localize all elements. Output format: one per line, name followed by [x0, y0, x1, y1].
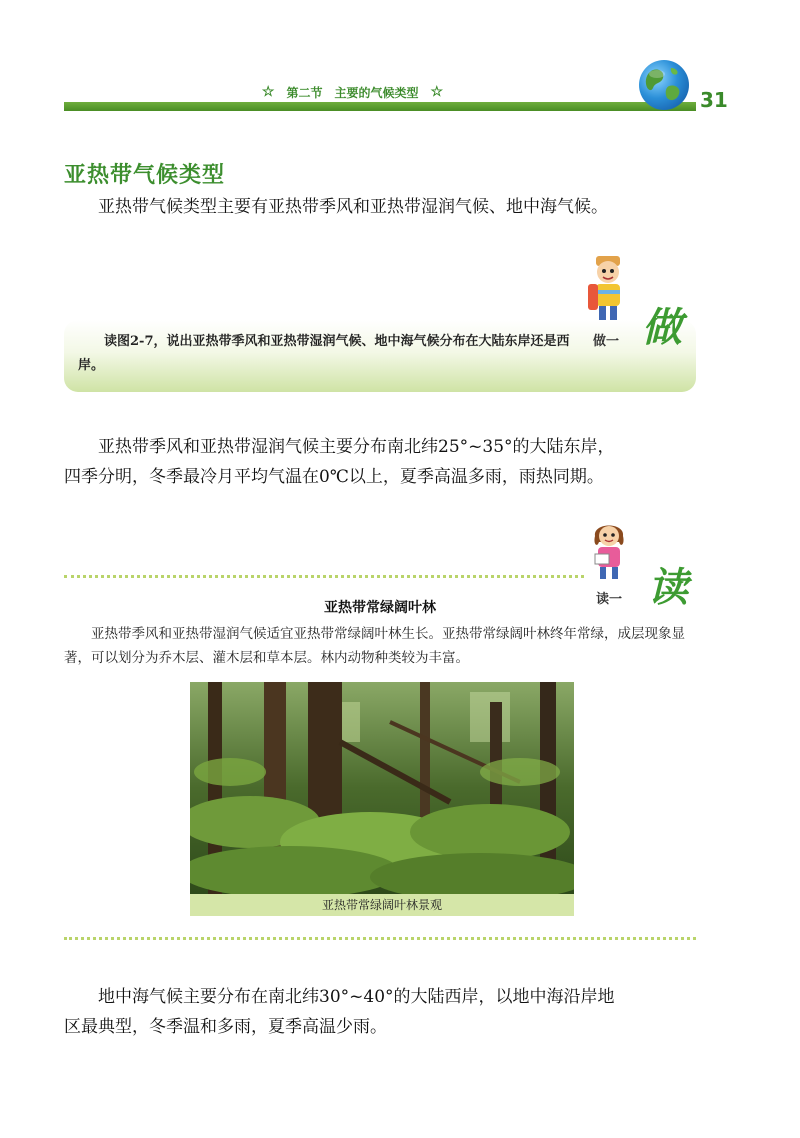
girl-mascot-icon: [587, 518, 631, 586]
globe-icon: [639, 60, 689, 110]
reading-title: 亚热带常绿阔叶林: [324, 600, 436, 616]
activity-badge-character: 做: [642, 304, 682, 351]
mediterranean-paragraph: 地中海气候主要分布在南北纬30°~40°的大陆西岸，以地中海沿岸地区最典型，冬季温和多雨，夏季高温少雨。: [64, 987, 615, 1037]
reading-bottom-rule: [64, 937, 696, 940]
reading-badge-character: 读: [648, 564, 688, 611]
activity-text: 读图2-7，说出亚热带季风和亚热带湿润气候、地中海气候分布在大陆东岸还是西岸。: [78, 334, 570, 373]
star-icon: ☆: [430, 84, 444, 100]
header-bar: [64, 102, 696, 111]
chapter-title: 第二节 主要的气候类型: [286, 85, 419, 100]
activity-badge-label: 做一: [593, 334, 620, 349]
reading-badge-label: 读一: [596, 592, 623, 607]
forest-photo: [190, 682, 574, 894]
reading-top-rule: [64, 575, 584, 578]
photo-caption: 亚热带常绿阔叶林景观: [190, 894, 574, 916]
boy-mascot-icon: [586, 254, 630, 328]
monsoon-paragraph: 亚热带季风和亚热带湿润气候主要分布南北纬25°~35°的大陆东岸，四季分明，冬季最冷月平均气温在0℃以上，夏季高温多雨，雨热同期。: [64, 437, 615, 487]
intro-paragraph: 亚热带气候类型主要有亚热带季风和亚热带湿润气候、地中海气候。: [98, 197, 608, 217]
reading-body: 亚热带季风和亚热带湿润气候适宜亚热带常绿阔叶林生长。亚热带常绿阔叶林终年常绿，成层现象显著，可以划分为乔木层、灌木层和草本层。林内动物种类较为丰富。: [64, 626, 685, 666]
chapter-header: [245, 82, 460, 102]
star-icon: ☆: [261, 84, 275, 100]
section-title: 亚热带气候类型: [64, 163, 226, 188]
page-number: 31: [700, 88, 728, 112]
